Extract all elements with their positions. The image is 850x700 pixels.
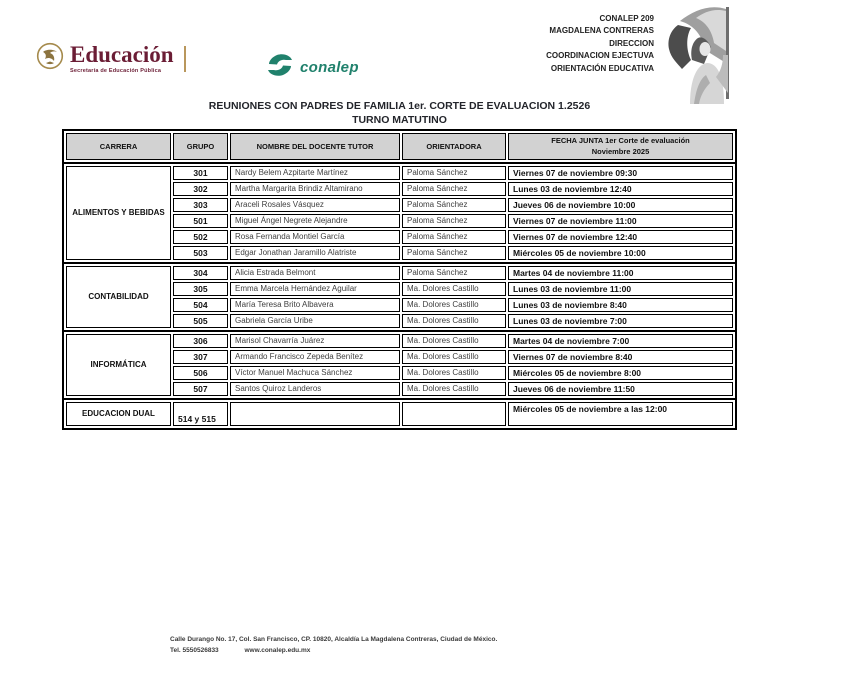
career-group-section [62, 162, 737, 264]
docente-cell: Marisol Chavarría Juárez [230, 334, 400, 348]
header-cell-carrera: CARRERA [66, 133, 171, 160]
office-line-4: COORDINACION EJECTUVA [546, 51, 654, 61]
fecha-cell: Miércoles 05 de noviembre 8:00 [508, 366, 733, 380]
orientadora-cell: Paloma Sánchez [402, 198, 506, 212]
flag-woman-image [664, 5, 748, 110]
fecha-cell: Viernes 07 de noviembre 11:00 [508, 214, 733, 228]
table-row [66, 402, 733, 426]
sep-logo [36, 42, 186, 75]
grupo-cell: 306 [173, 334, 228, 348]
conalep-logo [263, 52, 359, 83]
sep-wordmark: Educación [70, 42, 174, 67]
grupo-cell: 307 [173, 350, 228, 364]
table-row [66, 166, 733, 180]
orientadora-cell [402, 402, 506, 426]
footer-website: www.conalep.edu.mx [244, 647, 311, 655]
docente-cell: Emma Marcela Hernández Aguilar [230, 282, 400, 296]
office-line-1: CONALEP 209 [599, 14, 654, 23]
grupo-cell: 504 [173, 298, 228, 312]
grupo-cell: 507 [173, 382, 228, 396]
orientadora-cell: Paloma Sánchez [402, 166, 506, 180]
orientadora-cell: Paloma Sánchez [402, 266, 506, 280]
docente-cell: Alicia Estrada Belmont [230, 266, 400, 280]
office-line-5: ORIENTACIÓN EDUCATIVA [550, 63, 654, 73]
orientadora-cell: Ma. Dolores Castillo [402, 314, 506, 328]
header-cell-grupo: GRUPO [173, 133, 228, 160]
office-header-block [546, 13, 654, 75]
title-line-1: REUNIONES CON PADRES DE FAMILIA 1er. CORTE DE EVALUACION 1.2526 [208, 100, 591, 112]
sep-eagle-emblem-icon [36, 42, 64, 75]
docente-cell: Edgar Jonathan Jaramillo Alatriste [230, 246, 400, 260]
orientadora-cell: Ma. Dolores Castillo [402, 382, 506, 396]
conalep-wordmark: conalep [300, 59, 359, 76]
career-group-section [62, 330, 737, 400]
docente-cell: Santos Quiroz Landeros [230, 382, 400, 396]
footer-address: Calle Durango No. 17, Col. San Francisco, CP. 10820, Alcaldía La Magdalena Contreras, Ciudad de México. [170, 636, 498, 643]
grupo-cell: 304 [173, 266, 228, 280]
carrera-cell: INFORMÁTICA [66, 334, 171, 396]
career-group-section [62, 398, 737, 430]
orientadora-cell: Paloma Sánchez [402, 214, 506, 228]
orientadora-cell: Ma. Dolores Castillo [402, 350, 506, 364]
header-fecha-line-1: FECHA JUNTA 1er Corte de evaluación [551, 136, 690, 145]
header-cell-fecha [508, 133, 733, 160]
conalep-swoosh-icon [263, 52, 297, 83]
orientadora-cell: Paloma Sánchez [402, 182, 506, 196]
career-group-section [62, 262, 737, 332]
orientadora-cell: Ma. Dolores Castillo [402, 334, 506, 348]
header-fecha-line-2: Noviembre 2025 [591, 147, 650, 157]
table-row [66, 266, 733, 280]
fecha-cell: Viernes 07 de noviembre 8:40 [508, 350, 733, 364]
sep-divider-bar [184, 46, 186, 72]
sep-wordmark-block [70, 43, 174, 74]
schedule-table [62, 129, 737, 430]
orientadora-cell: Ma. Dolores Castillo [402, 298, 506, 312]
grupo-cell: 302 [173, 182, 228, 196]
fecha-cell: Miércoles 05 de noviembre 10:00 [508, 246, 733, 260]
grupo-cell: 503 [173, 246, 228, 260]
fecha-cell: Martes 04 de noviembre 7:00 [508, 334, 733, 348]
fecha-cell: Lunes 03 de noviembre 7:00 [508, 314, 733, 328]
docente-cell [230, 402, 400, 426]
table-header-section [62, 129, 737, 164]
orientadora-cell: Ma. Dolores Castillo [402, 366, 506, 380]
grupo-cell: 514 y 515 [173, 402, 228, 426]
fecha-cell: Lunes 03 de noviembre 12:40 [508, 182, 733, 196]
docente-cell: Miguel Ángel Negrete Alejandre [230, 214, 400, 228]
orientadora-cell: Ma. Dolores Castillo [402, 282, 506, 296]
docente-cell: María Teresa Brito Albavera [230, 298, 400, 312]
docente-cell: Armando Francisco Zepeda Benítez [230, 350, 400, 364]
grupo-cell: 506 [173, 366, 228, 380]
fecha-cell: Jueves 06 de noviembre 10:00 [508, 198, 733, 212]
header-cell-orientadora: ORIENTADORA [402, 133, 506, 160]
sep-subtitle: Secretaría de Educación Pública [70, 68, 162, 74]
office-line-3: DIRECCION [609, 38, 654, 48]
grupo-cell: 305 [173, 282, 228, 296]
docente-cell: Martha Margarita Brindiz Altamirano [230, 182, 400, 196]
docente-cell: Rosa Fernanda Montiel García [230, 230, 400, 244]
grupo-cell: 502 [173, 230, 228, 244]
fecha-cell: Viernes 07 de noviembre 12:40 [508, 230, 733, 244]
table-row [66, 334, 733, 348]
document-title [62, 99, 737, 127]
grupo-cell: 303 [173, 198, 228, 212]
docente-cell: Araceli Rosales Vásquez [230, 198, 400, 212]
orientadora-cell: Paloma Sánchez [402, 246, 506, 260]
footer-phone: Tel. 5550526833 [170, 647, 219, 655]
footer [170, 634, 497, 657]
grupo-cell: 301 [173, 166, 228, 180]
carrera-cell: EDUCACION DUAL [66, 402, 171, 426]
fecha-cell: Viernes 07 de noviembre 09:30 [508, 166, 733, 180]
docente-cell: Víctor Manuel Machuca Sánchez [230, 366, 400, 380]
docente-cell: Gabriela García Uribe [230, 314, 400, 328]
footer-contact-line [170, 645, 497, 656]
fecha-cell: Miércoles 05 de noviembre a las 12:00 [508, 402, 733, 426]
header-cell-docente: NOMBRE DEL DOCENTE TUTOR [230, 133, 400, 160]
office-line-2: MAGDALENA CONTRERAS [549, 26, 654, 36]
fecha-cell: Lunes 03 de noviembre 11:00 [508, 282, 733, 296]
docente-cell: Nardy Belem Azpitarte Martínez [230, 166, 400, 180]
title-line-2: TURNO MATUTINO [352, 114, 447, 127]
carrera-cell: CONTABILIDAD [66, 266, 171, 328]
orientadora-cell: Paloma Sánchez [402, 230, 506, 244]
carrera-cell: ALIMENTOS Y BEBIDAS [66, 166, 171, 260]
fecha-cell: Lunes 03 de noviembre 8:40 [508, 298, 733, 312]
fecha-cell: Martes 04 de noviembre 11:00 [508, 266, 733, 280]
grupo-cell: 505 [173, 314, 228, 328]
grupo-cell: 501 [173, 214, 228, 228]
fecha-cell: Jueves 06 de noviembre 11:50 [508, 382, 733, 396]
